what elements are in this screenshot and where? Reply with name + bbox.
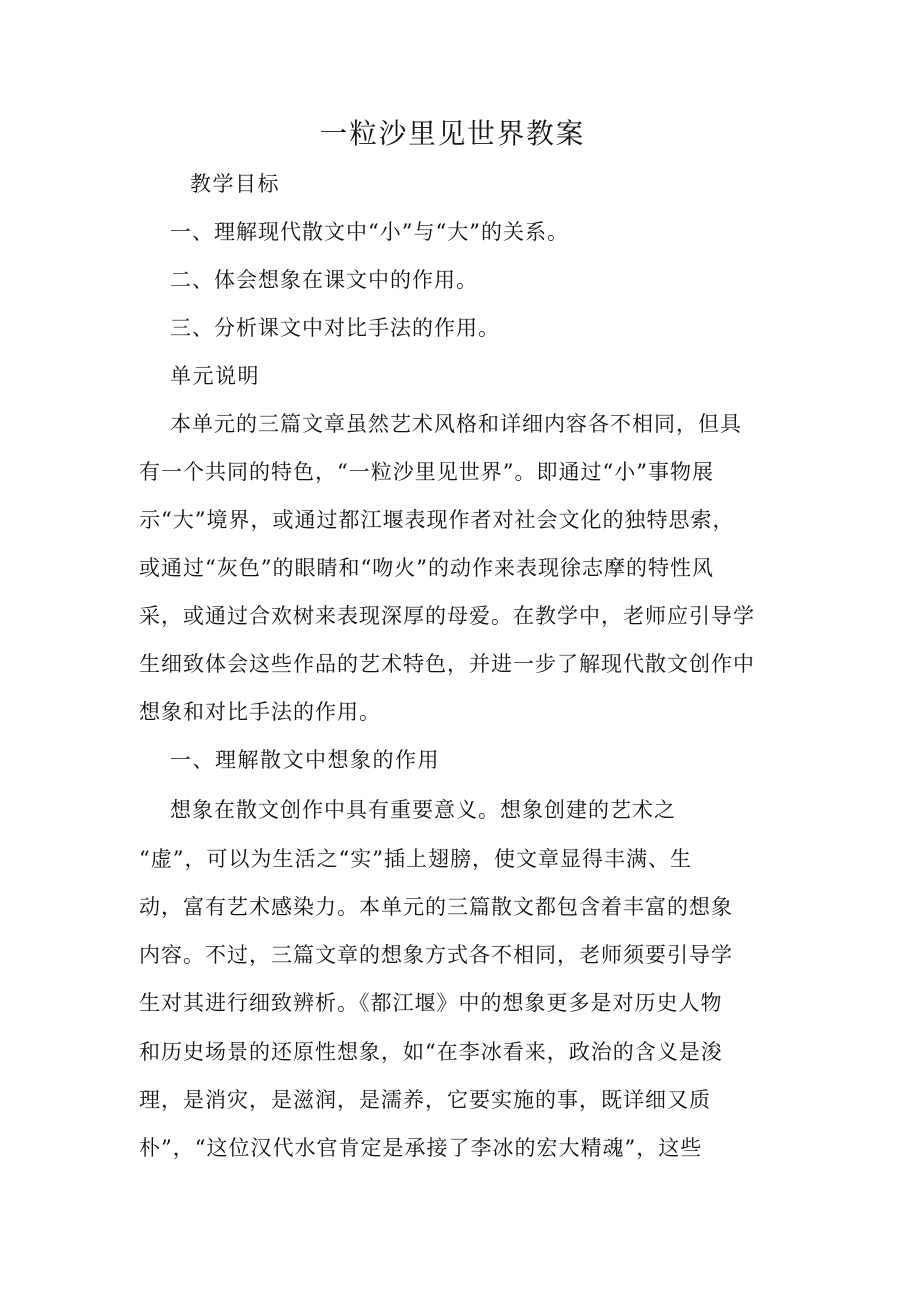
unit-paragraph-line: 或通过“灰色”的眼睛和“吻火”的动作来表现徐志摩的特性风 <box>139 556 714 580</box>
goal-item-1: 一、理解现代散文中“小”与“大”的关系。 <box>170 220 569 244</box>
imagination-paragraph-line: 生对其进行细致辨析。《都江堰》中的想象更多是对历史人物 <box>139 991 723 1015</box>
unit-paragraph-line: 采，或通过合欢树来表现深厚的母爱。在教学中，老师应引导学 <box>139 604 755 628</box>
imagination-paragraph-line: 内容。不过，三篇文章的想象方式各不相同，老师须要引导学 <box>139 943 733 967</box>
imagination-paragraph-line: “虚”，可以为生活之“实”插上翅膀，使文章显得丰满、生 <box>139 847 692 871</box>
imagination-paragraph-line: 理，是消灾，是滋润，是濡养，它要实施的事，既详细又质 <box>139 1088 711 1112</box>
unit-paragraph-line: 有一个共同的特色，“一粒沙里见世界”。即通过“小”事物展 <box>139 460 714 484</box>
section-heading-unit: 单元说明 <box>170 364 260 388</box>
goal-item-3: 三、分析课文中对比手法的作用。 <box>170 316 500 340</box>
unit-paragraph-line: 生细致体会这些作品的艺术特色，并进一步了解现代散文创作中 <box>139 652 755 676</box>
section-heading-goals: 教学目标 <box>190 172 280 196</box>
imagination-paragraph-line: 朴”，“这位汉代水官肯定是承接了李冰的宏大精魂”，这些 <box>139 1136 703 1160</box>
unit-paragraph-line: 本单元的三篇文章虽然艺术风格和详细内容各不相同，但具 <box>170 412 742 436</box>
section-heading-imagination: 一、理解散文中想象的作用 <box>170 748 440 772</box>
unit-paragraph-line: 想象和对比手法的作用。 <box>139 700 381 724</box>
goal-item-2: 二、体会想象在课文中的作用。 <box>170 268 478 292</box>
unit-paragraph-line: 示“大”境界，或通过都江堰表现作者对社会文化的独特思索， <box>139 508 735 532</box>
imagination-paragraph-line: 想象在散文创作中具有重要意义。想象创建的艺术之 <box>170 798 676 822</box>
imagination-paragraph-line: 动，富有艺术感染力。本单元的三篇散文都包含着丰富的想象 <box>139 895 733 919</box>
imagination-paragraph-line: 和历史场景的还原性想象，如“在李冰看来，政治的含义是浚 <box>139 1040 723 1064</box>
document-title: 一粒沙里见世界教案 <box>319 117 586 150</box>
